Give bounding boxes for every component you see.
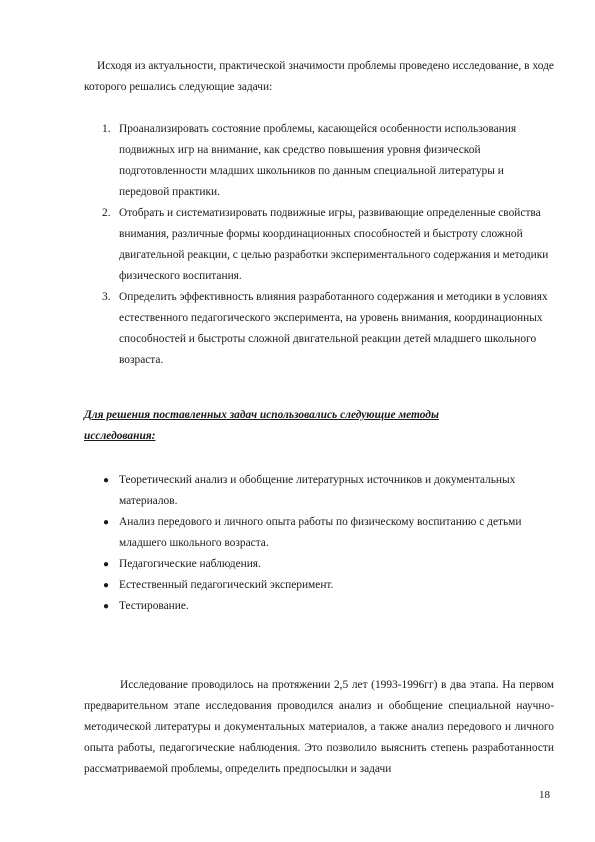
task-item (84, 287, 554, 371)
method-text: Тестирование. (119, 600, 189, 612)
bullet-icon: ● (103, 559, 110, 570)
bullet-icon: ● (103, 601, 110, 612)
bullet-icon: ● (103, 517, 110, 528)
bullet-icon: ● (103, 475, 110, 486)
page-number: 18 (539, 789, 550, 801)
method-text: Теоретический анализ и обобщение литературных источников и документальных материалов. (119, 474, 516, 507)
task-number: 1. (102, 123, 111, 135)
task-item (84, 119, 554, 203)
task-text: Проанализировать состояние проблемы, касающейся особенности использования подвижных игр на внимание, как средство повышения уровня физической подготовленности младших школьников по данным специальной литературы и передовой практики. (119, 123, 517, 198)
method-item (84, 596, 554, 617)
task-number: 3. (102, 291, 111, 303)
method-item (84, 554, 554, 575)
task-text: Отобрать и систематизировать подвижные игры, развивающие определенные свойства внимания, различные формы координационных способностей и быстроту сложной двигательной реакции, с целью разработки экспериментального содержания и методики физического воспитания. (119, 207, 549, 282)
method-item (84, 470, 554, 512)
method-text: Естественный педагогический эксперимент. (119, 579, 334, 591)
tasks-list (84, 119, 554, 371)
study-paragraph: Исследование проводилось на протяжении 2,5 лет (1993-1996гг) в два этапа. На первом предварительном этапе исследования проводился анализ и обобщение специальной научно-методической литературы и документальных материалов, а также анализ передового и личного опыта работы, педагогические наблюдения. Это позволило выяснить степень разработанности рассматриваемой проблемы, определить предпосылки и задачи (84, 679, 554, 775)
methods-list (84, 470, 554, 617)
method-item (84, 575, 554, 596)
task-text: Определить эффективность влияния разработанного содержания и методики в условиях естественного педагогического эксперимента, на уровень внимания, координационных способностей и быстроты сложной двигательной реакции детей младшего школьного возраста. (119, 291, 548, 366)
task-number: 2. (102, 207, 111, 219)
method-text: Анализ передового и личного опыта работы по физическому воспитанию с детьми младшего школьного возраста. (119, 516, 522, 549)
methods-heading: Для решения поставленных задач использовались следующие методы исследования: (84, 409, 439, 442)
task-item (84, 203, 554, 287)
intro-paragraph: Исходя из актуальности, практической значимости проблемы проведено исследование, в ходе которого решались следующие задачи: (84, 60, 554, 93)
method-item (84, 512, 554, 554)
bullet-icon: ● (103, 580, 110, 591)
method-text: Педагогические наблюдения. (119, 558, 261, 570)
